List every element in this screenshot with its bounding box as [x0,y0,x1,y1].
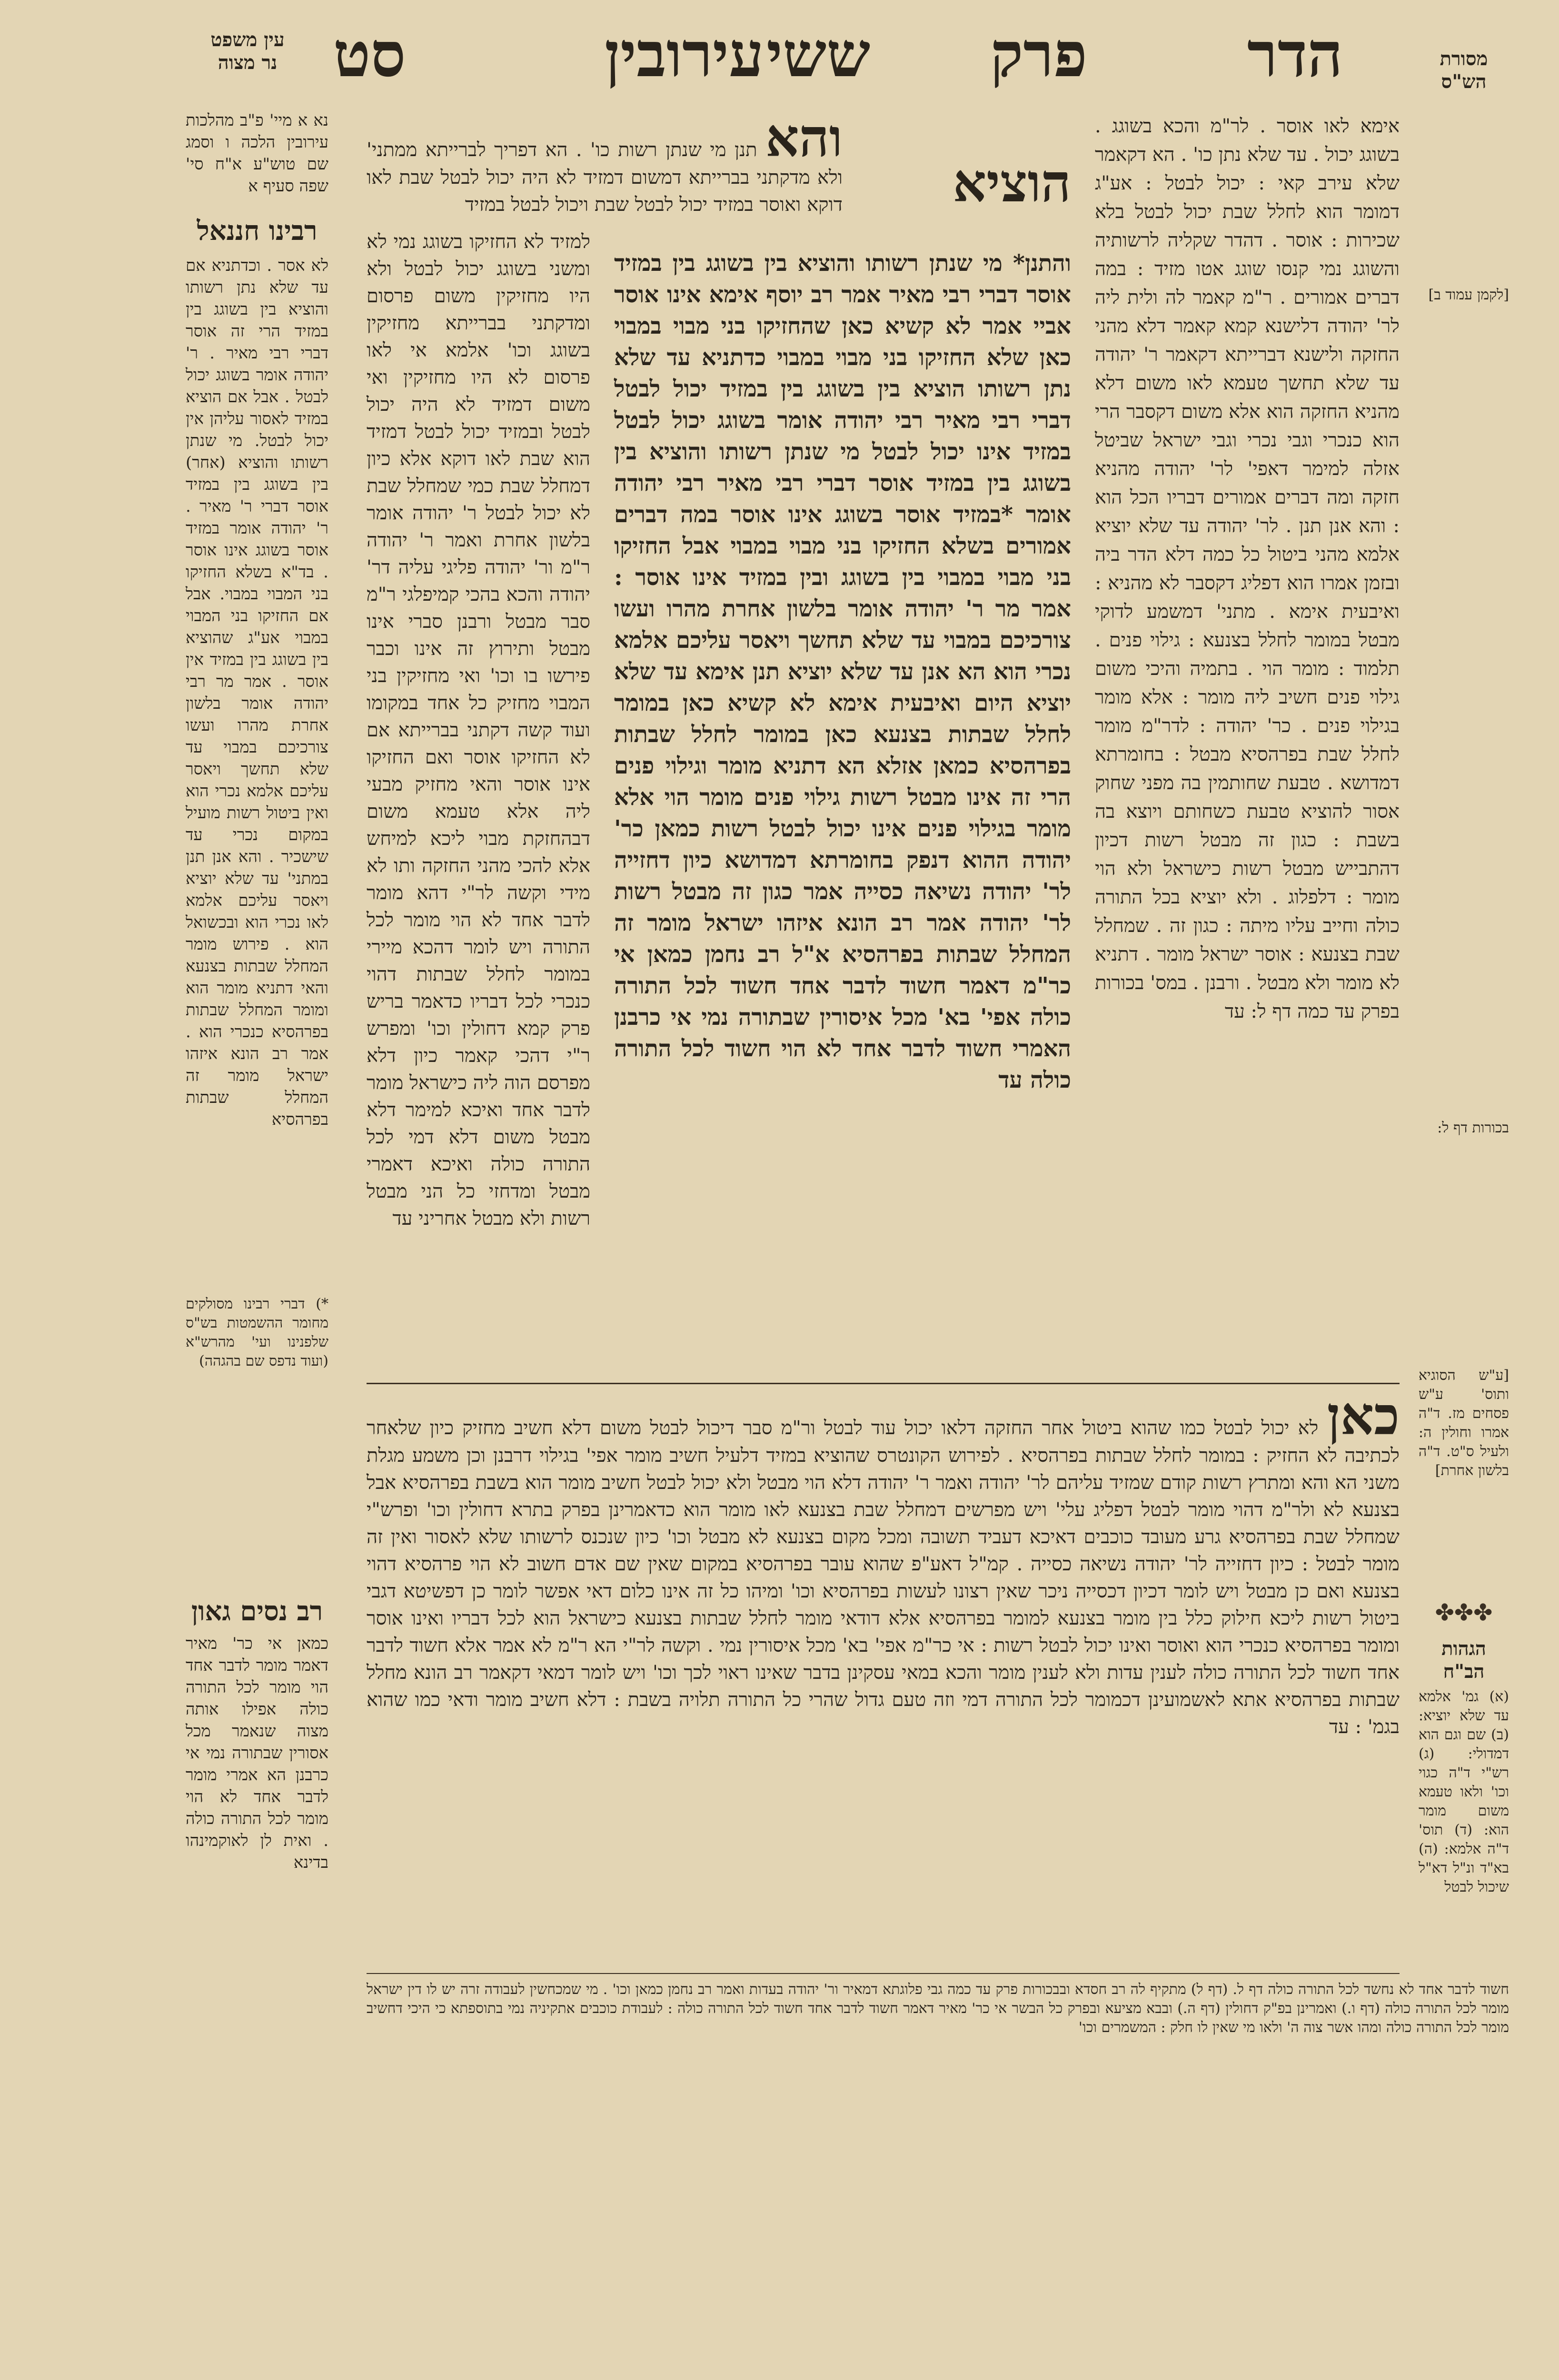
rabbeinu-chananel-text: לא אסר . וכדתניא אם עד שלא נתן רשותו והוציא בין בשוגג בין במזיד הרי זה אוסר דברי רבי מאיר . ר' יהודה אומר בשוגג יכול לבטל . אבל אם הוציא במזיד לאסור עליהן אין יכול לבטל. מי שנתן רשותו והוציא (אחר) בין בשוגג בין במזיד אוסר דברי ר' מאיר . ר' יהודה אומר במזיד אוסר בשוגג אינו אוסר . בד"א בשלא החזיקו בני המבוי במבוי. אבל אם החזיקו בני המבוי במבוי אע"ג שהוציא בין בשוגג בין במזיד אין אוסר . אמר מר רבי יהודה אומר בלשון אחרת מהרו ועשו צורכיכם במבוי עד שלא תחשך ויאסר עליכם אלמא נכרי הוא ואין ביטול רשות מועיל במקום נכרי עד שישכיר . והא אנן תנן במתני' עד שלא יוציא ויאסר עליכם אלמא לאו נכרי הוא ובכשואל הוא . פירוש מומר המחלל שבתות בצנעא והאי דתניא מומר הוא ומומר המחלל שבתות בפרהסיא כנכרי הוא . אמר רב הונא איזהו ישראל מומר זה המחלל שבתות בפרהסיא [186,256,328,1129]
mesorat-tag-1: [לקמן עמוד ב] [1428,287,1509,303]
ein-mishpat-text: נא א מיי' פ"ב מהלכות עירובין הלכה ו וסמג שם טוש"ע א"ח סי' שפה סעיף א [186,111,328,196]
rav-nissim-title: רב נסים גאון [191,1596,323,1627]
rashi-commentary: אימא לאו אוסר . לר"מ והכא בשוגג . בשוגג יכול . עד שלא נתן כו' . הא דקאמר שלא עירב קאי : יכול לבטל : אע"ג דמומר הוא לחלל שבת יכול לבטל בלא שכירות : אוסר . דהדר שקליה לרשותיה והשוגג נמי קנסו שוגג אטו מזיד : במה דברים אמורים . ר"מ קאמר לה ולית ליה לר' יהודה דלישנא קמא קאמר דלא מהני החזקה ולישנא דברייתא דקאמר ר' יהודה עד שלא תחשך טעמא לאו משום דלא מהניא החזקה הוא אלא משום דקסבר הרי הוא כנכרי וגבי נכרי וגבי ישראל שביטל אזלה למימר דאפי' לר' יהודה מהניא חזקה ומה דברים אמורים דבריו הכל הוא : והא אנן תנן . לר' יהודה עד שלא יוציא אלמא מהני ביטול כל כמה דלא הדר ביה ובזמן אמרו הוא דפליג דקסבר לא מהניא : ואיבעית אימא . מתני' דמשמע לדוקי מבטל במומר לחלל בצנעא : גילוי פנים . תלמוד : מומר הוי . בתמיה והיכי משום גילוי פנים חשיב ליה מומר : אלא מומר בגילוי פנים . כר' יהודה : לדר"מ מומר לחלל שבת בפרהסיא מבטל : בחומרתא דמדושא . טבעת שחותמין בה מפני שחוק אסור להוציא טבעת כשחותם ויוצא בה בשבת : כגון זה מבטל רשות דכיון דהתבייש מבטל רשות כישראל ולא הוי מומר : דלפלוג . ולא יוציא בכל התורה כולה וחייב עליו מיתה : כגון זה . שמחלל שבת בצנעא : אוסר ישראל מומר . דתניא לא מומר ולא מבטל . ורבנן . במס' בכורות בפרק עד כמה דף ל: עד [1095,115,1400,1022]
chapter-word: פרק [990,18,1088,91]
tosafot-lead-word: והא [765,107,843,169]
chapter-name: הדר [1247,18,1343,91]
tosafot-inner-column: למזיד לא החזיקו בשוגג נמי לא ומשני בשוגג יכול לבטל ולא היו מחזיקין משום פרסום ומדקתני בברייתא מחזיקין בשוגג וכו' אלמא אי לאו פרסום לא היו מחזיקין ואי משום דמזיד לא היה יכול לבטל ובמזיד יכול לבטל דמזיד הוא שבת לאו דוקא אלא כיון דמחלל שבת כמי שמחלל שבת לא יכול לבטל ר' יהודה אומר בלשון אחרת ואמר ר' יהודה ר"מ ור' יהודה פליגי עליה דר' יהודה והכא בהכי קמיפלגי ר"מ סבר מבטל ורבנן סברי אינו מבטל ותירוץ זה אינו וכבר פירשו בו וכו' ואי מחזיקין בני המבוי מחזיק כל אחד במקומו ועוד קשה דקתני בברייתא אם לא החזיקו אוסר ואם החזיקו אינו אוסר והאי מחזיק מבעי ליה אלא טעמא משום דבהחזקת מבוי ליכא למיחש אלא להכי מהני החזקה ותו לא מידי וקשה לר"י דהא מומר לדבר אחד לא הוי מומר לכל התורה ויש לומר דהכא מיירי במומר לחלל שבתות דהוי כנכרי לכל דבריו כדאמר בריש פרק קמא דחולין וכו' ומפרש ר"י דהכי קאמר כיון דלא מפרסם הוה ליה כישראל מומר לדבר אחד ואיכא למימר דלא מבטל משום דלא דמי לכל התורה כולה ואיכא דאמרי מבטל ומדחזי כל הני מבטל רשות ולא מבטל אחריני עד [367,231,590,1230]
rav-nissim-text: כמאן אי כר' מאיר דאמר מומר לדבר אחד הוי מומר לכל התורה כולה אפילו אותה מצוה שנאמר מכל אסורין שבתורה נמי אי כרבנן הא אמרי מומר לדבר אחד לא הוי מומר לכל התורה כולה . ואית לן לאוקמינהו בדינא [186,1634,328,1872]
footer-notes: חשוד לדבר אחד לא נחשד לכל התורה כולה דף ל. (דף ל) מתקיף לה רב חסדא ובבכורות פרק עד כמה גבי פלוגתא דמאיר ור' יהודה בעדות ואמר רב נחמן כמאן וכו' . מי שמכחשין לעבודה זרה יש לו דין ישראל מומר לכל התורה כולה (דף ו.) ואמרינן בפ"ק דחולין (דף ה.) ובבא מציעא ובפרק כל הבשר אי כר' מאיר דאמר חשוד לדבר אחד חשוד לכל התורה כולה : לעבודת כוכבים אתקיניה נמי בתוספתא כי היכי דחשיב מומר לכל התורה כולה ומהו אשר צוה ה' ולאו מי שאין לו חלק : המשמרים וכו' [367,1981,1509,2036]
gemara-text: והתנן* מי שנתן רשותו והוציא בין בשוגג בין במזיד אוסר דברי רבי מאיר אמר רב יוסף אימא אינו אוסר אביי אמר לא קשיא כאן שהחזיקו בני מבוי במבוי כאן שלא החזיקו בני מבוי במבוי כדתניא עד שלא נתן רשותו הוציא בין בשוגג בין במזיד יכול לבטל דברי רבי מאיר רבי יהודה אומר בשוגג יכול לבטל במזיד אינו יכול לבטל מי שנתן רשותו והוציא בין בשוגג בין במזיד אוסר דברי רבי מאיר רבי יהודה אומר *במזיד אוסר בשוגג אינו אוסר במה דברים אמורים בשלא החזיקו בני מבוי במבוי אבל החזיקו בני מבוי במבוי בין בשוגג ובין במזיד אינו אוסר : אמר מר ר' יהודה אומר בלשון אחרת מהרו ועשו צורכיכם במבוי עד שלא תחשך ויאסר עליכם אלמא נכרי הוא הא אנן עד שלא יוציא תנן אימא עד שלא יוציא היום ואיבעית אימא לא קשיא כאן במומר לחלל שבתות בצנעא כאן במומר לחלל שבתות בפרהסיא כמאן אזלא הא דתניא מומר וגילוי פנים הרי זה אינו מבטל רשות גילוי פנים מומר הוי אלא מומר בגילוי פנים אינו יכול לבטל רשות כמאן כר' יהודה ההוא דנפק בחומרתא דמדושא כיון דחזייה לר' יהודה נשיאה כסייה אמר כגון זה מבטל רשות לר' יהודה אמר רב הונא איזהו ישראל מומר זה המחלל שבתות בפרהסיא א"ל רב נחמן כמאן אי כר"מ דאמר חשוד לדבר אחד חשוד לכל התורה כולה אפי' בא' מכל איסורין שבתורה נמי אי כרבנן האמרי חשוד לדבר אחד לא הוי חשוד לכל התורה כולה עד [614,250,1072,1093]
ein-mishpat-label: עין משפט נר מצוה [210,29,285,74]
lower-lead-word: כאן [1327,1385,1400,1447]
footer-divider-line [367,1973,1400,1974]
mesorat-hashas-label: מסורת הש"ס [1440,48,1488,93]
tosafot-header-text: תנן מי שנתן רשות כו' . הא דפריך לברייתא ממתני' ולא מדקתני בברייתא דמשום דמזיד לא היה יכול לבטל שבת לאו דוקא ואוסר במזיד יכול לבטל שבת ויכול לבטל במזיד [367,139,843,216]
chapter-ordinal: ששי [766,18,871,91]
divider-line [367,1383,1400,1384]
gemara-lead-block [614,152,1071,228]
lower-commentary [367,1385,1400,1966]
hagahot-title: הגהות הב"ח [1441,1637,1486,1683]
hagahot-text: (א) גמ' אלמא עד שלא יוציא: (ב) שם וגם הוא דמדולי: (ג) רש"י ד"ה כגוי וכו' ולאו טעמא משום מומר הוא: (ד) תוס' ד"ה אלמא: (ה) בא"ד ונ"ל דא"ל שיכול לבטל [1419,1688,1509,1895]
lower-commentary-text: לא יכול לבטל כמו שהוא ביטול אחר החזקה דלאו יכול עוד לבטל ור"מ סבר דיכול לבטל משום דלא חשיב מחזיק כיון שלאחר לכתיבה לא החזיק : במומר לחלל שבתות בפרהסיא . לפירוש הקונטרס שהוציא במזיד דלעיל חשיב מומר אפי' בגילוי דרבנן וכן משמע מגלת משני הא והא ומתרץ רשות קודם שמזיד עליהם לר' יהודה ואמר ר' יהודה דלא הוי מבטל ולא יכול לבטל חשיב מומר הוא בשבת בפרהסיא אבל בצנעא לא ולר"מ דהוי מומר לבטל דפליג עלי' ויש מפרשים דמחלל שבת בצנעא לאו מומר הוא כדאמרינן בפרק בתרא דחולין וכו' ופרש"י שמחלל שבת בפרהסיא גרע מעובד כוכבים דאיכא דעביד תשובה ומכל מקום בצנעא לא מבטל וכו' כיון שנכנס לרשותו שלא לאסור ואין זה מומר לבטל : כיון דחזייה לר' יהודה נשיאה כסייה . קמ"ל דאע"פ שהוא עובר בפרהסיא במקום שאין שם אדם חשוב לא הוי פרהסיא דהוי בצנעא ואם כן מבטל ויש לומר דכיון דכסייה ניכר שאין רצונו לעשות בפרהסיא וכו' ומיהו כל זה אינו כלום דאי אפשר לומר כן דפשיטא דגבי ביטול רשות ליכא חילוק כלל בין מומר בצנעא למומר בפרהסיא אלא דודאי מומר לחלל שבתות בצנעא כישראל הוא לכל דבריו ואינו אוסר ומומר בפרהסיא כנכרי הוא ואוסר ואינו יכול לבטל רשות : אי כר"מ אפי' בא' מכל איסורין נמי . וקשה לר"י הא ר"מ לא אמר אלא חשוד לדבר אחד חשוד לכל התורה כולה לענין עדות ולא לענין מומר והכא במאי עסקינן בדבר שאינו ראוי לכך וכו' ויש לומר דמאי דקאמר רב הונא מחלל שבתות בפרהסיא אתא לאשמועינן דכמומר לכל התורה דמי וזה טעם גדול שהרי כל התורה תלויה בשבת : דלא חשיב מומר ודאי כמו שהוא בגמ' : עד [367,1417,1400,1738]
mesorat-tag-2: בכורות דף ל: [1437,1120,1509,1136]
mesorat-tag-3: [ע"ש הסוגיא ותוס' ע"ש פסחים מז. ד"ה אמרו וחולין ה: ולעיל ס"ט. ד"ה בלשון אחרת] [1419,1367,1509,1479]
ornament-divider: ✤✤✤ [1435,1599,1493,1626]
page-number: סט [333,18,406,91]
tractate-name: עירובין [605,18,764,91]
rabbeinu-chananel-title: רבינו חננאל [197,215,318,247]
rabbeinu-chananel-note: *) דברי רבינו מסולקים מחומר ההשמטות בש"ס שלפנינו ועי' מהרש"א (ועוד נדפס שם בהגהה) [186,1296,328,1369]
gemara-lead-word: הוציא [953,152,1071,214]
